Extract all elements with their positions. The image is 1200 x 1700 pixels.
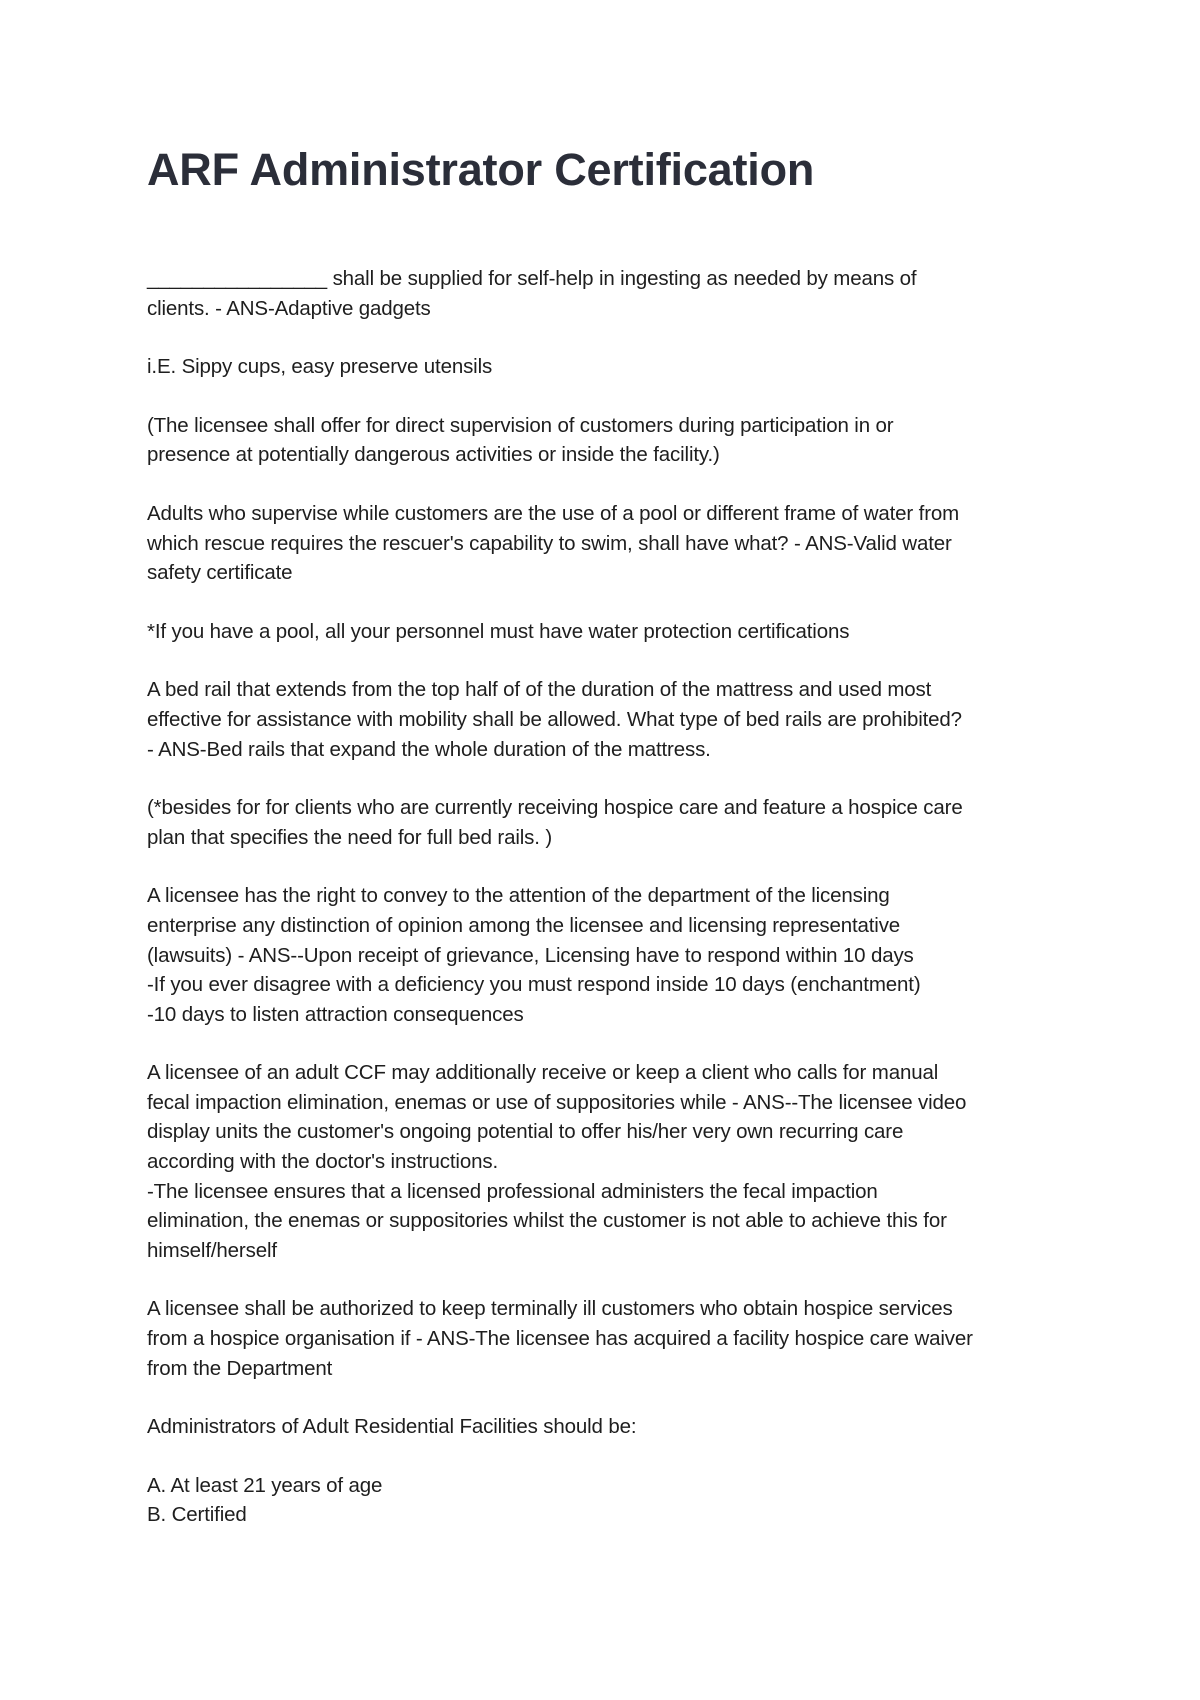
text-line: from the Department [147, 1356, 333, 1380]
text-line: -The licensee ensures that a licensed professional administers the fecal impaction [147, 1179, 878, 1203]
text-line: from a hospice organisation if - ANS-The licensee has acquired a facility hospice care waiver [147, 1327, 973, 1351]
text-line: ________________ shall be supplied for self-help in ingesting as needed by means of [147, 267, 917, 290]
text-line: A. At least 21 years of age [147, 1473, 383, 1497]
text-line: - ANS-Bed rails that expand the whole duration of the mattress. [147, 737, 711, 761]
paragraph [147, 675, 1077, 764]
document-body [147, 264, 1077, 1530]
paragraph [147, 793, 1077, 852]
text-line: enterprise any distinction of opinion among the licensee and licensing representative [147, 913, 901, 937]
text-line: Adults who supervise while customers are the use of a pool or different frame of water from [147, 501, 960, 525]
text-line: -If you ever disagree with a deficiency you must respond inside 10 days (enchantment) [147, 973, 921, 997]
document-title: ARF Administrator Certification [147, 144, 815, 195]
paragraph [147, 499, 1077, 588]
text-line: A licensee of an adult CCF may additionally receive or keep a client who calls for manual [147, 1061, 939, 1085]
paragraph [147, 264, 1077, 323]
text-line: (*besides for for clients who are currently receiving hospice care and feature a hospice care [147, 796, 963, 820]
paragraph [147, 1294, 1077, 1383]
text-line: A licensee shall be authorized to keep terminally ill customers who obtain hospice services [147, 1297, 953, 1321]
text-line: elimination, the enemas or suppositories whilst the customer is not able to achieve this for [147, 1209, 947, 1233]
text-line: according with the doctor's instructions. [147, 1150, 498, 1174]
text-line: *If you have a pool, all your personnel must have water protection certifications [147, 619, 850, 643]
document-content [147, 142, 1077, 1559]
paragraph [147, 1058, 1077, 1265]
paragraph [147, 881, 1077, 1029]
text-line: which rescue requires the rescuer's capability to swim, shall have what? - ANS-Valid water [147, 531, 952, 555]
paragraph [147, 411, 1077, 470]
text-line: fecal impaction elimination, enemas or use of suppositories while - ANS--The licensee video [147, 1090, 967, 1114]
text-line: -10 days to listen attraction consequences [147, 1002, 524, 1026]
text-line: (The licensee shall offer for direct supervision of customers during participation in or [147, 413, 894, 437]
paragraph [147, 617, 1077, 647]
paragraph [147, 1412, 1077, 1442]
text-line: clients. - ANS-Adaptive gadgets [147, 296, 431, 320]
paragraph [147, 352, 1077, 382]
text-line: safety certificate [147, 561, 293, 585]
text-line: himself/herself [147, 1238, 277, 1262]
text-line: A licensee has the right to convey to the attention of the department of the licensing [147, 884, 890, 908]
paragraph [147, 1471, 1077, 1530]
text-line: plan that specifies the need for full bed rails. ) [147, 825, 553, 849]
text-line: B. Certified [147, 1503, 247, 1527]
text-line: A bed rail that extends from the top half of of the duration of the mattress and used most [147, 678, 932, 702]
text-line: (lawsuits) - ANS--Upon receipt of grievance, Licensing have to respond within 10 days [147, 943, 914, 967]
text-line: display units the customer's ongoing potential to offer his/her very own recurring care [147, 1120, 904, 1144]
text-line: Administrators of Adult Residential Facilities should be: [147, 1415, 637, 1439]
text-line: presence at potentially dangerous activities or inside the facility.) [147, 443, 720, 467]
text-line: i.E. Sippy cups, easy preserve utensils [147, 355, 493, 379]
text-line: effective for assistance with mobility shall be allowed. What type of bed rails are prohibited? [147, 707, 962, 731]
